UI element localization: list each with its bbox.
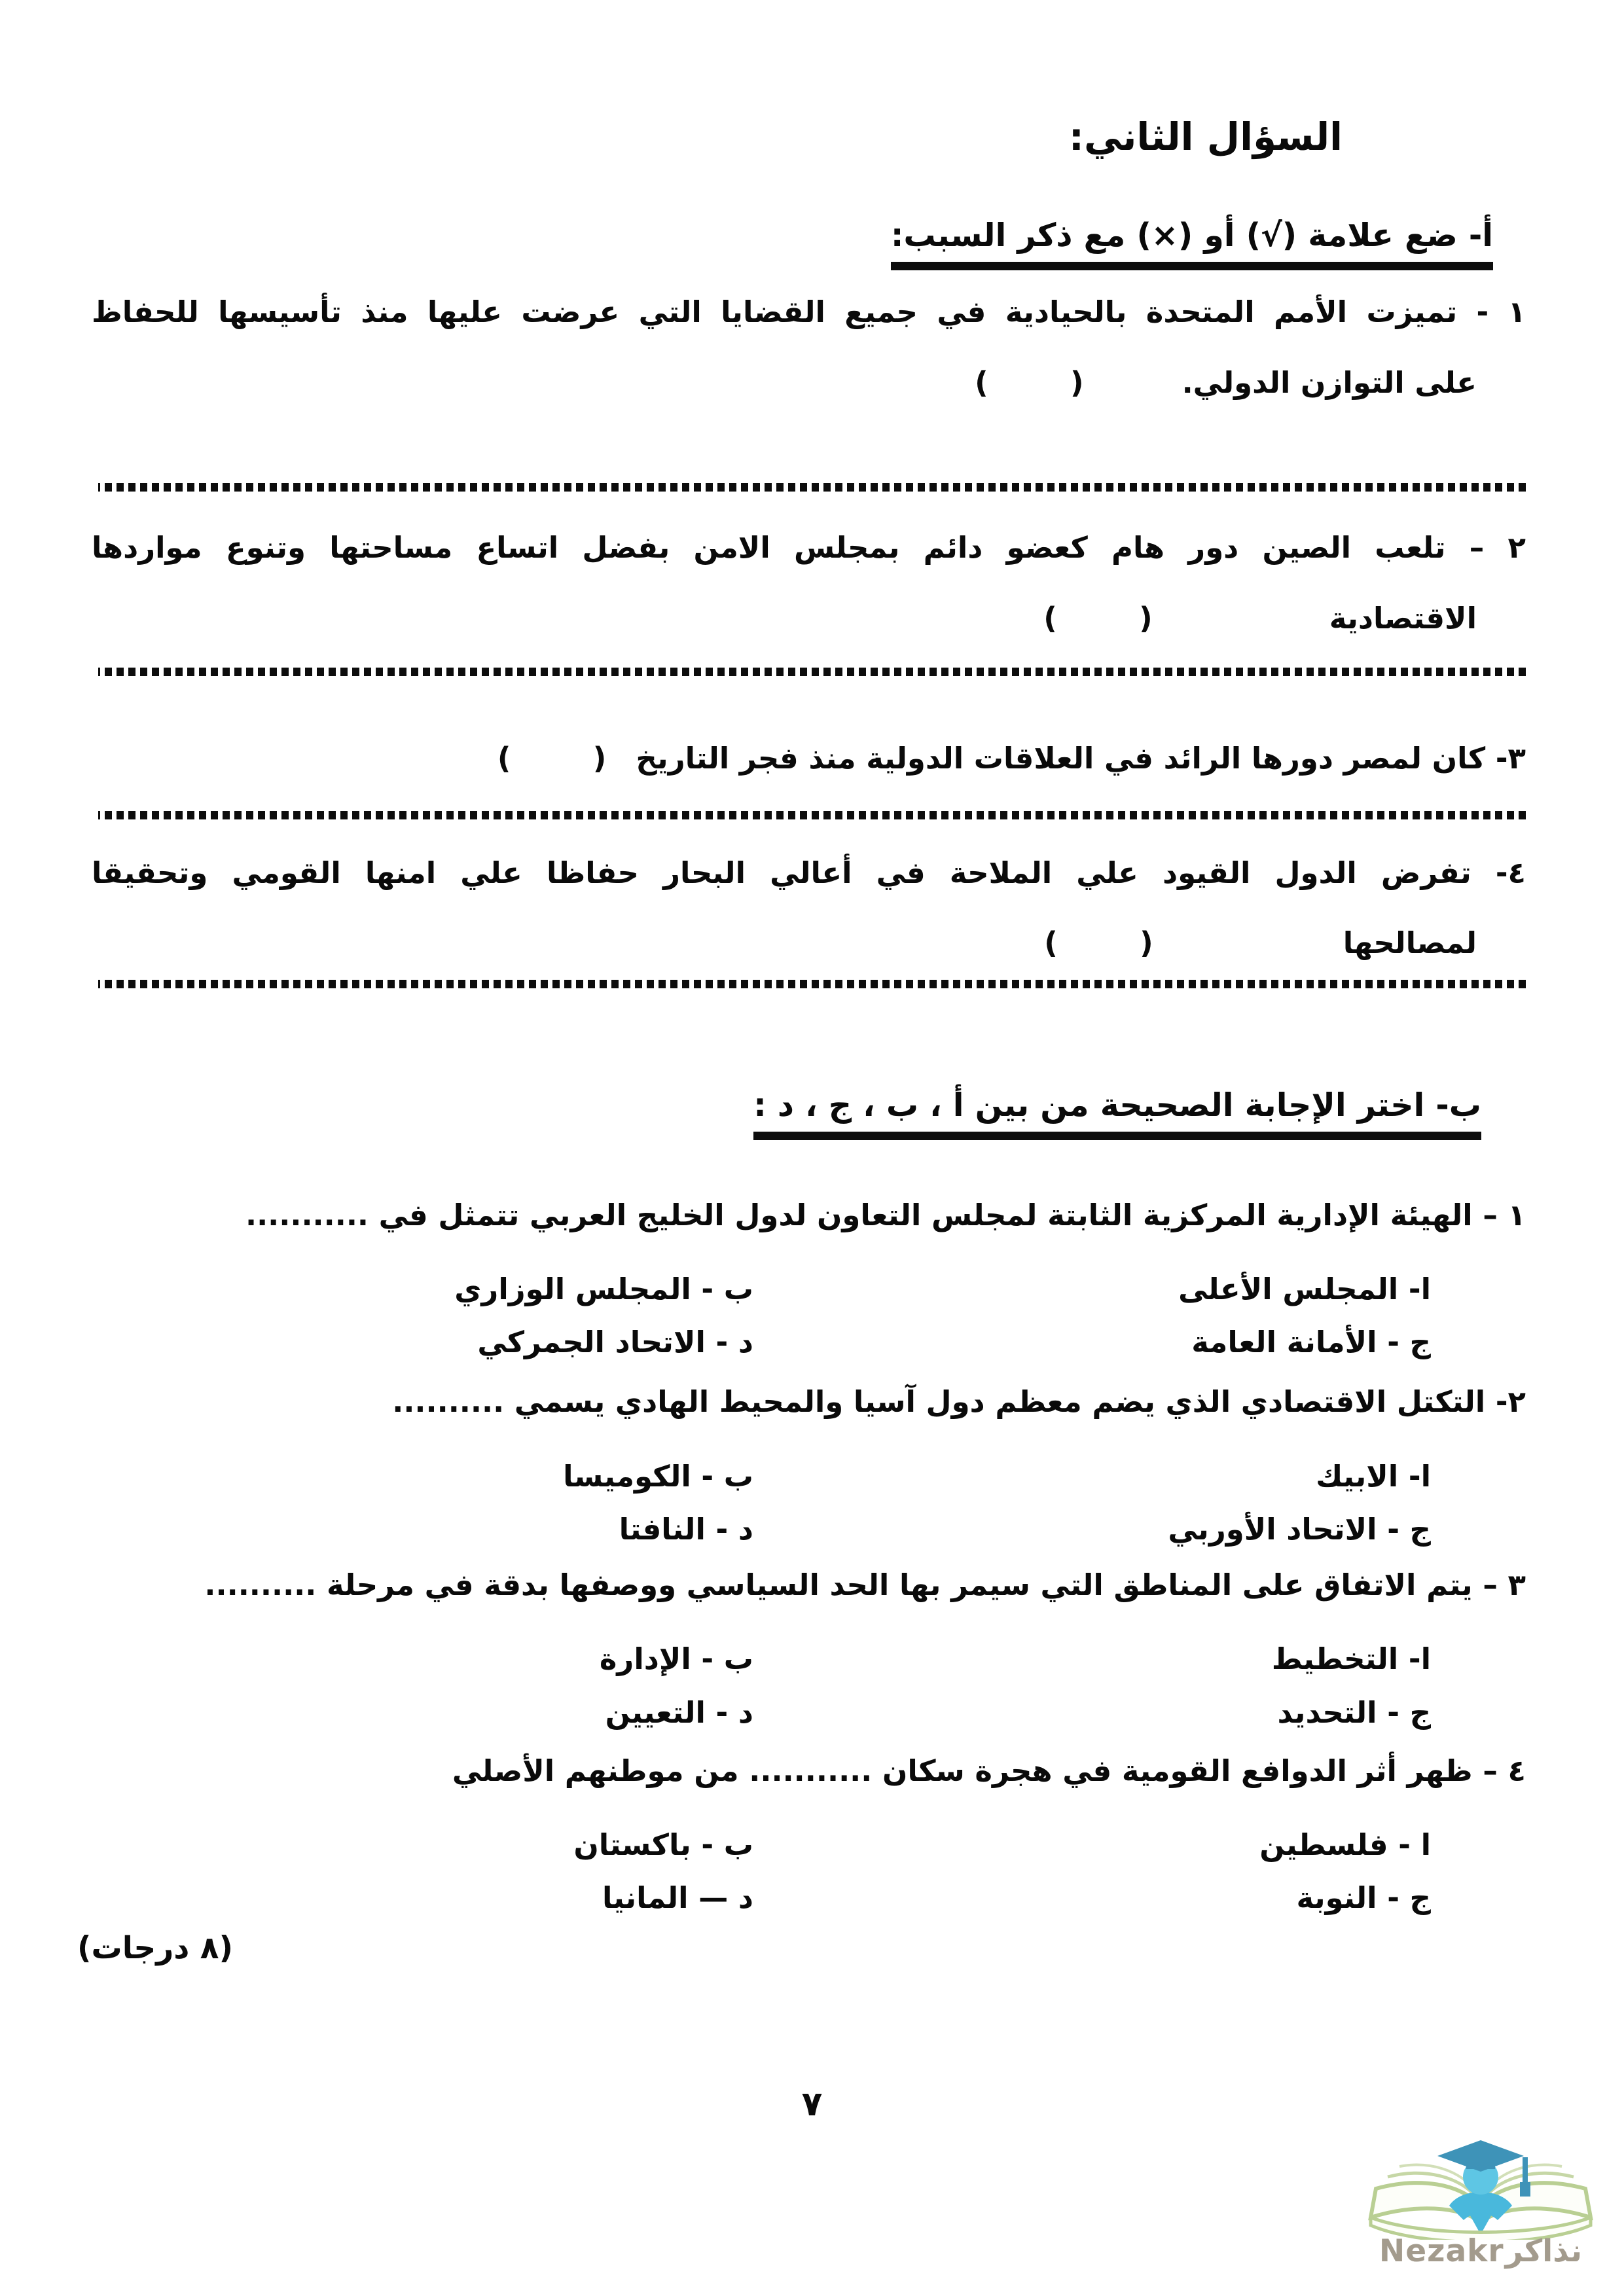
statement-text-line2: على التوازن الدولي. [1182, 365, 1477, 400]
statement-text: ٣- كان لمصر دورها الرائد في العلاقات الدولية منذ فجر التاريخ [636, 741, 1526, 776]
question-stem: ٣ – يتم الاتفاق على المناطق التي سيمر بها الحد السياسي ووصفها بدقة في مرحلة .......... [204, 1568, 1526, 1602]
statement [0, 526, 1624, 676]
answer-parens: ( ) [497, 741, 607, 776]
option-label: ب - الإدارة [599, 1641, 753, 1677]
statement-text: ١ - تميزت الأمم المتحدة بالحيادية في جميع القضايا التي عرضت عليها منذ تأسيسها للحفاظ [92, 295, 1526, 329]
option-label: ب - الكوميسا [563, 1458, 753, 1494]
mcq-question [0, 1380, 1624, 1551]
answer-dotted-line [98, 483, 1526, 492]
option-label: ا- التخطيط [1271, 1641, 1431, 1677]
section-a [0, 217, 1493, 270]
question-options [0, 1638, 1624, 1734]
option-label: ج - النوبة [1296, 1880, 1431, 1916]
option-label: ب - باكستان [573, 1827, 753, 1862]
statement [0, 851, 1624, 988]
option-label: ا - فلسطين [1259, 1827, 1431, 1862]
statement-text-line2: الاقتصادية [1329, 600, 1477, 636]
option-label: ا- الابيك [1316, 1458, 1431, 1494]
question-stem: ١ – الهيئة الإدارية المركزية الثابتة لمجلس التعاون لدول الخليج العربي تتمثل في ........... [245, 1197, 1526, 1232]
question-stem: ٤ – ظهر أثر الدوافع القومية في هجرة سكان ........... من موطنهم الأصلي [452, 1753, 1526, 1788]
section-a-heading: أ- ضع علامة (√) أو (×) مع ذكر السبب: [891, 217, 1493, 270]
mcq-question [0, 1749, 1624, 1920]
option-label: ج - التحديد [1277, 1695, 1431, 1730]
logo-graphic-icon [1356, 2122, 1605, 2240]
section-b [0, 1086, 1481, 1140]
option-label: د - النافتا [619, 1511, 753, 1547]
question-stem: ٢- التكتل الاقتصادي الذي يضم معظم دول آسيا والمحيط الهادي يسمي .......... [392, 1384, 1526, 1420]
logo-latin: Nezakr [1379, 2233, 1504, 2269]
mcq-question [0, 1564, 1624, 1734]
section-b-heading: ب- اختر الإجابة الصحيحة من بين أ ، ب ، ج ، د : [753, 1086, 1481, 1140]
mcq-questions [0, 1194, 1624, 1920]
answer-parens: ( ) [1044, 925, 1153, 960]
statement-text: ٤- تفرض الدول القيود علي الملاحة في أعالي البحار حفاظا علي امنها القومي وتحقيقا [92, 855, 1526, 890]
statement-text-line2: لمصالحها [1343, 925, 1477, 960]
question-options [0, 1268, 1624, 1364]
option-label: د - التعيين [605, 1695, 753, 1730]
true-false-statements [0, 290, 1624, 988]
marks-label: (٨ درجات) [77, 1929, 233, 1966]
option-label: د — المانيا [602, 1880, 753, 1916]
answer-dotted-line [98, 980, 1526, 988]
option-label: ج - الاتحاد الأوربي [1168, 1511, 1431, 1547]
mcq-question [0, 1194, 1624, 1364]
option-label: ا- المجلس الأعلى [1178, 1271, 1431, 1306]
answer-parens: ( ) [975, 365, 1084, 400]
question-options [0, 1455, 1624, 1551]
question-options [0, 1823, 1624, 1920]
answer-dotted-line [98, 811, 1526, 819]
option-label: ب - المجلس الوزاري [454, 1271, 753, 1306]
answer-parens: ( ) [1043, 600, 1153, 636]
logo-arabic: نذاكر [1505, 2233, 1583, 2269]
logo-wordmark [1356, 2233, 1605, 2269]
page-number: ٧ [801, 2085, 823, 2124]
answer-dotted-line [98, 668, 1526, 676]
option-label: د - الاتحاد الجمركي [477, 1325, 753, 1359]
page-title: السؤال الثاني: [1068, 115, 1343, 159]
nezakr-logo [1356, 2122, 1605, 2269]
statement [0, 290, 1624, 492]
statement-text: ٢ – تلعب الصين دور هام كعضو دائم بمجلس الامن بفضل اتساع مساحتها وتنوع مواردها [92, 530, 1526, 565]
option-label: ج - الأمانة العامة [1191, 1325, 1431, 1359]
statement [0, 736, 1624, 819]
